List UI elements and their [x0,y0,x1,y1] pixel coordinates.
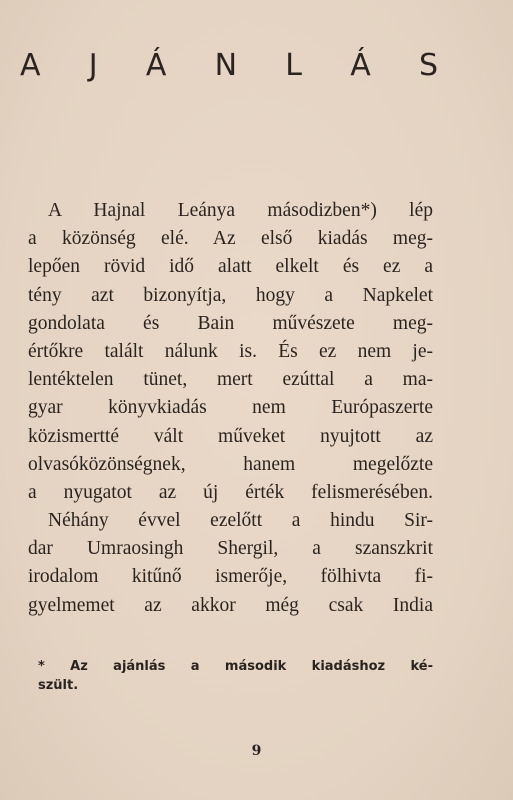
heading-letter: S [418,48,438,83]
heading-letter: N [214,48,238,83]
chapter-heading [20,48,438,83]
text-line: gyelmemet az akkor még csak India [28,594,433,616]
text-line: tény azt bizonyítja, hogy a Napkelet [28,284,433,306]
footnote-line: * Az ajánlás a második kiadáshoz ké- [38,659,433,674]
text-line: a nyugatot az új érték felismerésében. [28,481,433,503]
text-line: olvasóközönségnek, hanem megelőzte [28,453,433,475]
text-line: A Hajnal Leánya másodizben*) lép [48,200,433,221]
text-line: dar Umraosingh Shergil, a szanszkrit [28,538,433,560]
footnote [38,657,433,695]
text-line: irodalom kitűnő ismerője, fölhivta fi- [28,566,433,588]
text-line: lentéktelen tünet, mert ezúttal a ma- [28,369,433,391]
page-number: 9 [251,743,262,759]
text-line: lepően rövid idő alatt elkelt és ez a [28,256,433,278]
text-line: közismertté vált műveket nyujtott az [28,425,433,447]
text-line: gyar könyvkiadás nem Európaszerte [28,397,433,419]
text-line: a közönség elé. Az első kiadás meg- [28,228,433,250]
text-line: gondolata és Bain művészete meg- [28,312,433,334]
heading-letter: J [88,48,98,83]
footnote-line: szült. [38,678,79,693]
text-line: értőkre talált nálunk is. És ez nem je- [28,340,433,362]
text-line: Néhány évvel ezelőtt a hindu Sir- [48,510,433,532]
body-paragraphs [28,197,433,620]
heading-letter: L [285,48,302,83]
heading-letter: A [20,48,41,83]
heading-letter: Á [145,48,167,83]
heading-letter: Á [350,48,371,83]
